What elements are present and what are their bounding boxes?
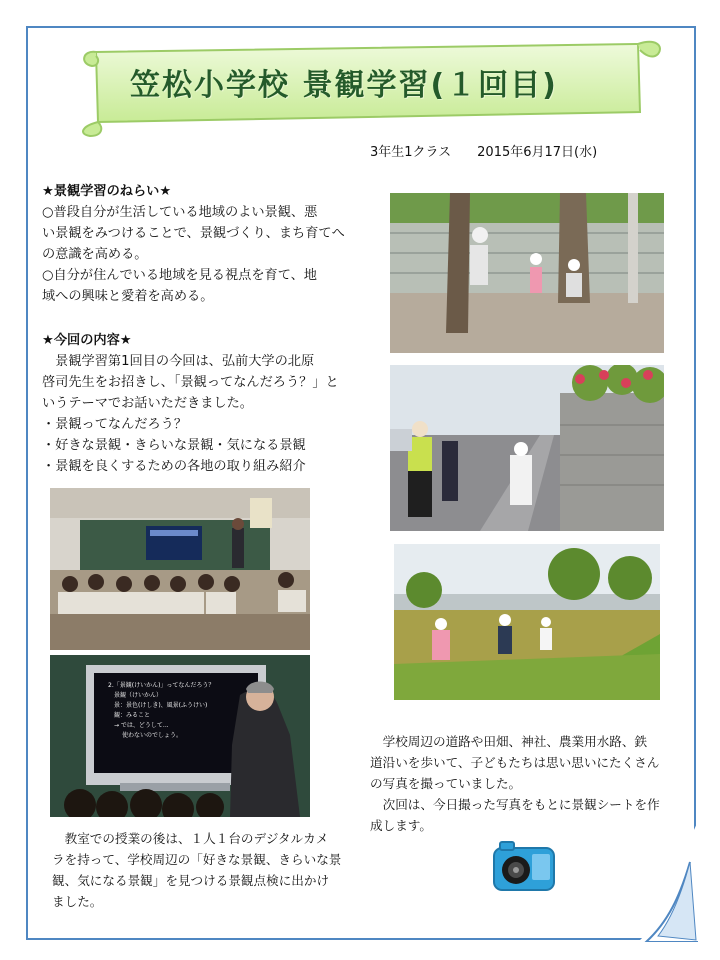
meta-line	[370, 141, 623, 160]
slide-line: → では、どうして...	[114, 722, 169, 729]
slide-line: 使わないのでしょう。	[122, 732, 183, 739]
content-heading: ★今回の内容★	[42, 333, 132, 348]
content-line: ・景観ってなんだろう？	[42, 417, 188, 432]
content-line: いうテーマでお話いただきました。	[42, 396, 253, 411]
caption-line: 観、気になる景観」を見つける景観点検に出かけ	[52, 873, 330, 888]
camera-icon	[490, 836, 558, 894]
caption-line: 学校周辺の道路や田畑、神社、農業用水路、鉄	[370, 734, 648, 749]
aims-line: ○普段自分が生活している地域のよい景観、悪	[42, 205, 318, 220]
aims-line: い景観をみつけることで、景観づくり、まち育てへ	[42, 226, 345, 241]
aims-heading: ★景観学習のねらい★	[42, 184, 172, 199]
page-title: 笠松小学校 景観学習(１回目)	[130, 68, 558, 103]
content-section	[42, 330, 372, 477]
date-label: 2015年6月17日(水)	[477, 145, 598, 160]
caption-line: ラを持って、学校周辺の「好きな景観、きらいな景	[52, 852, 342, 867]
field-photo-road	[390, 365, 664, 531]
aims-line: ○自分が住んでいる地域を見る視点を育て、地	[42, 268, 317, 283]
content-line: 景観学習第1回目の今回は、弘前大学の北原	[42, 354, 315, 369]
caption-line: の写真を撮っていました。	[370, 776, 522, 791]
caption-line: 教室での授業の後は、１人１台のデジタルカメ	[52, 831, 329, 846]
slide-line: 景：景色(けしき)、風景(ふうけい)	[114, 702, 208, 709]
field-photo-paddy	[394, 544, 660, 700]
caption-left	[52, 828, 372, 912]
caption-line: 次回は、今日撮った写真をもとに景観シートを作	[370, 797, 660, 812]
content-line: ・景観を良くするための各地の取り組み紹介	[42, 459, 306, 474]
slide-photo	[50, 655, 310, 817]
slide-title: 2.「景観(けいかん)」ってなんだろう？	[108, 682, 215, 689]
aims-line: の意識を高める。	[42, 247, 148, 262]
slide-line: 観：みること	[114, 712, 151, 719]
aims-line: 域への興味と愛着を高める。	[42, 289, 214, 304]
field-photo-fence	[390, 193, 664, 353]
class-label: 3年生1クラス	[370, 145, 452, 160]
content-line: 啓司先生をお招きし、「景観ってなんだろう？」と	[42, 375, 339, 390]
classroom-photo	[50, 488, 310, 650]
caption-line: ました。	[52, 894, 103, 909]
slide-line: 景観（けいかん）	[114, 692, 163, 699]
aims-section	[42, 181, 372, 307]
page-curl	[638, 822, 698, 942]
caption-line: 成します。	[370, 818, 432, 833]
slide-text	[108, 681, 248, 741]
caption-line: 道沿いを歩いて、子どもたちは思い思いにたくさん	[370, 755, 660, 770]
caption-right	[370, 731, 670, 836]
content-line: ・好きな景観・きらいな景観・気になる景観	[42, 438, 306, 453]
